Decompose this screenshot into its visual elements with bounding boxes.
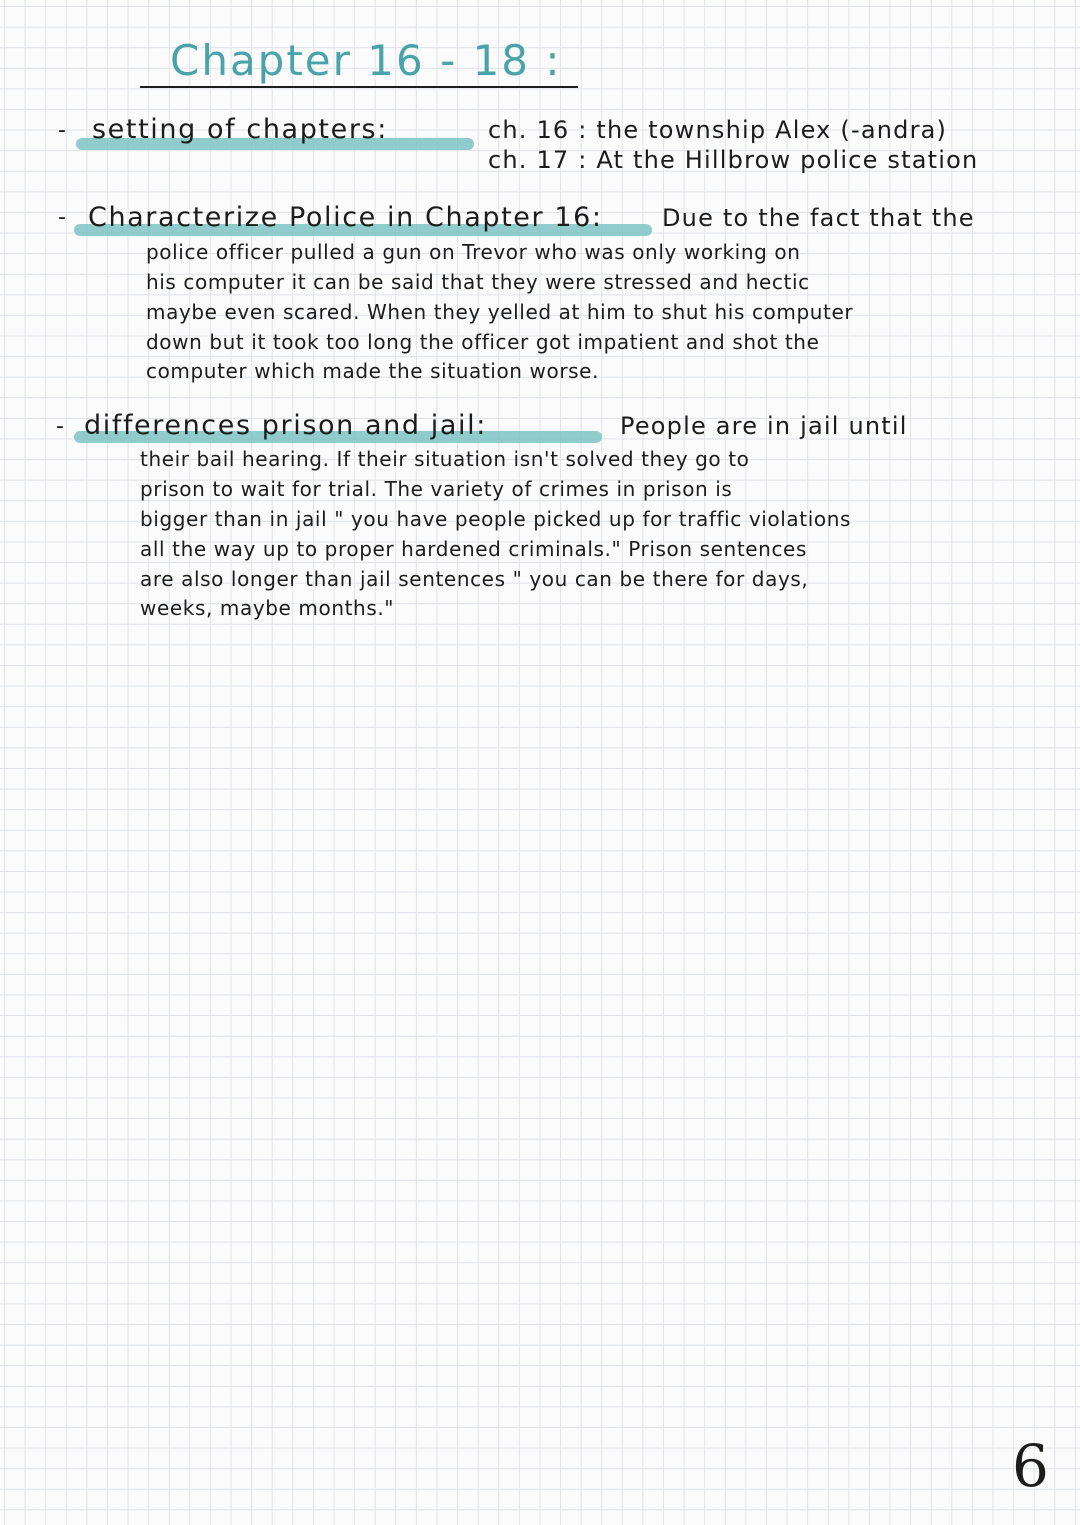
- differences-heading: differences prison and jail:: [84, 410, 487, 441]
- title-underline: [140, 86, 578, 88]
- bullet-dash: -: [58, 205, 66, 230]
- page-number: 6: [1012, 1432, 1049, 1500]
- police-first-line: Due to the fact that the: [662, 204, 975, 232]
- differences-line: bigger than in jail " you have people picked up for traffic violations: [140, 507, 851, 531]
- police-line: police officer pulled a gun on Trevor who was only working on: [146, 240, 801, 264]
- setting-heading: setting of chapters:: [92, 114, 388, 145]
- page-title: Chapter 16 - 18 :: [170, 36, 562, 85]
- setting-line-ch17: ch. 17 : At the Hillbrow police station: [488, 146, 979, 174]
- setting-line-ch16: ch. 16 : the township Alex (-andra): [488, 116, 948, 144]
- police-line: down but it took too long the officer got impatient and shot the: [146, 330, 820, 354]
- differences-line: all the way up to proper hardened criminals." Prison sentences: [140, 537, 807, 561]
- differences-line: prison to wait for trial. The variety of crimes in prison is: [140, 477, 733, 501]
- differences-line: weeks, maybe months.": [140, 596, 395, 620]
- police-line: maybe even scared. When they yelled at him to shut his computer: [146, 300, 854, 324]
- differences-first-line: People are in jail until: [620, 412, 908, 440]
- differences-line: are also longer than jail sentences " you can be there for days,: [140, 567, 809, 591]
- police-line: computer which made the situation worse.: [146, 359, 600, 383]
- police-line: his computer it can be said that they were stressed and hectic: [146, 270, 810, 294]
- police-heading: Characterize Police in Chapter 16:: [88, 202, 603, 233]
- bullet-dash: -: [56, 414, 64, 439]
- bullet-dash: -: [58, 118, 66, 143]
- differences-line: their bail hearing. If their situation isn't solved they go to: [140, 447, 750, 471]
